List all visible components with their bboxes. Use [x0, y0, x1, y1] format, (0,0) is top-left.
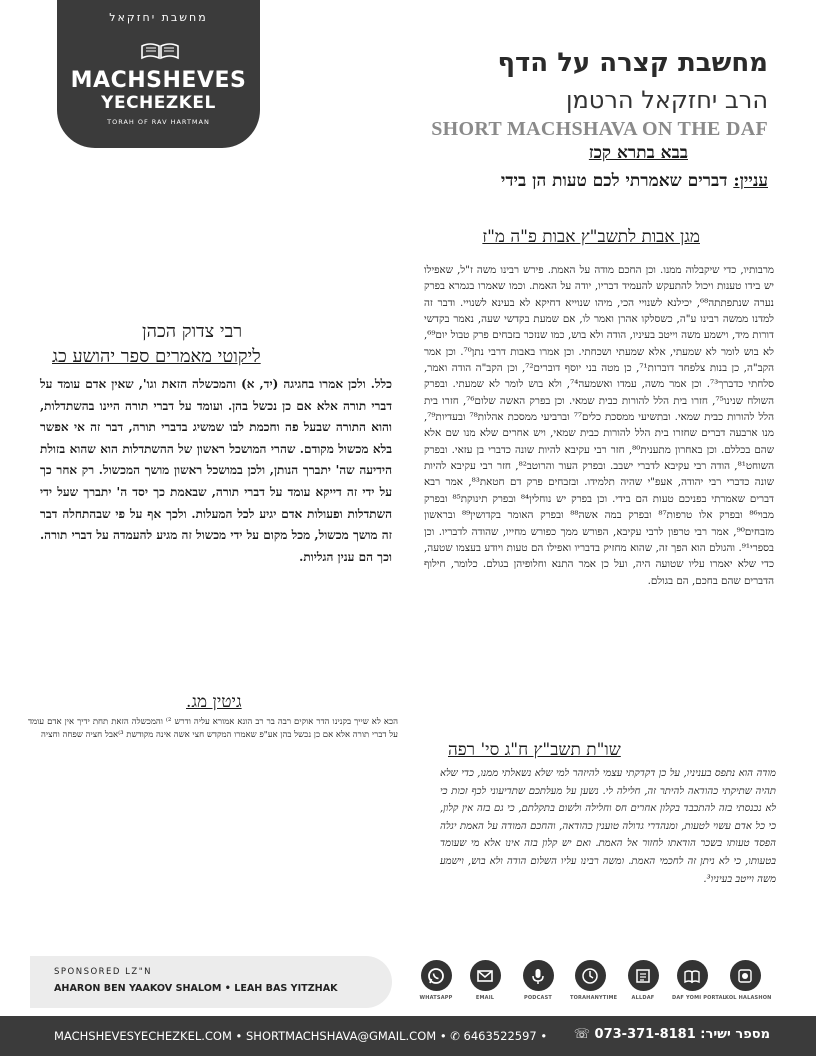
inyan-label: עניין:	[733, 171, 768, 191]
daf-yomi-portal-link[interactable]	[672, 960, 727, 1001]
shut-tashbetz-text: מודה הוא נתפס בעניניו, על כן דקדקתי עצמי להיזהר למי שלא נשאלתי ממנו, כדי שלא תהיה שתיקתי כהודאה להיתר זה, חלילה לי. נשען על מעלתכם שתדיעוני לכף זכות כי לא נכנסתי בזה להתכבד בקלון אחרים חס וחלילה ולשום בתקלתם, כי גם בזה אין קלון, כי כל אדם עשוי לטעות, ומנהדרי גדולה טוענין כהודאה, והחכם המודה על האמת יגלה הפסד טעותו בשכר הודאתו לחזור אל האמת. ואם יש קלון בזה אינו אלא מי שעומד בטעותו, כי לא ניתן זה לחכמי האמת. ומשה רבינו עליו השלום הודה ולא בוש, וישמע משה וייטב בעיניו³.	[440, 768, 776, 885]
kol-halashon-link[interactable]	[725, 960, 772, 1001]
daf-yomi-portal-label: DAF YOMI PORTAL	[672, 995, 727, 1001]
direct-phone: מספר ישיר: 073-371-8181 ☏	[573, 1027, 770, 1042]
logo-line1: MACHSHEVES	[70, 68, 247, 93]
page-title: מחשבת קצרה על הדף	[497, 48, 768, 78]
sponsor-label: SPONSORED LZ"N	[54, 967, 153, 977]
magen-avot-title: מגן אבות לתשב"ץ אבות פ"ה מ"ז	[482, 227, 700, 247]
podcast-icon	[528, 966, 548, 986]
whatsapp-label: WHATSAPP	[419, 995, 453, 1001]
torahanytime-link[interactable]	[570, 960, 618, 1001]
podcast-link[interactable]	[518, 960, 558, 1001]
contact-info: MACHSHEVESYECHEZKEL.COM • SHORTMACHSHAVA@GMAIL.COM • ✆ 6463522597 •	[54, 1029, 548, 1043]
logo	[57, 0, 260, 148]
whatsapp-icon	[426, 966, 446, 986]
email-icon	[475, 966, 495, 986]
footer-bar	[0, 1016, 816, 1056]
sponsor-box	[30, 956, 392, 1008]
kol-halashon-icon	[735, 966, 755, 986]
open-book-icon	[140, 40, 180, 60]
inyan-text: דברים שאמרתי לכם טעות הן בידי	[500, 171, 728, 191]
gittin-text: הכא לא שייך בקנינו הדר אוקים רבה בר רב הונא אמורא עליה ודרש ²⁾ והמכשלה הזאת תחת ידיך אין אדם עומד על דברי תורה אלא אם כן נכשל בהן אע"פ שאמרו המקדש חצי אשה אינה מקודשת ³⁾אבל חציה שפחה וחציה	[28, 717, 399, 740]
whatsapp-link[interactable]	[416, 960, 456, 1001]
logo-tagline: TORAH OF RAV HARTMAN	[107, 118, 210, 126]
logo-hebrew: מחשבת יחזקאל	[109, 11, 208, 24]
logo-line2: YECHEZKEL	[101, 93, 216, 113]
likutei-maamarim-title: ליקוטי מאמרים ספר יהושע כג	[52, 346, 261, 367]
email-label: EMAIL	[475, 995, 495, 1001]
gittin-title: גיטין מג.	[186, 692, 242, 712]
magen-avot-text: מרבותיו, כדי שיקבלוה ממנו. וכן החכם מודה על האמת. פירש רבינו משה ז"ל, שאפילו יש בידו טענות ויכול להתעקש להעמיד דבריו, יודה על האמת. וכמו שאמרו בגמרא בפרק נערה שנתפתתה⁶⁸, יכילנא לשנויי הכי, מיהו שנוייא דחיקא לא בעינא לשנויי. ודבר זה למדנו ממשה רבינו ע"ה, כשסלקו אהרן ואמר לו, אם שמעת בקדשי שעה, נאמר בקדשי דורות מיד, וישמע משה וייטב בעיניו, הודה ולא בוש, כמו שנזכר בזבחים פרק טבול יום⁶⁹, לא בוש לומר לא שמעתי, אלא שמעתי ושכחתי. וכן אמרו באבות דרבי נתן⁷⁰. וכן אמר הקב"ה, כן בנות צלפחד דוברות⁷¹, כן מטה בני יוסף דוברים⁷², וכן הקב"ה הודה ואמר, סלחתי כדברך⁷³. וכן אמר משה, עמדו ואשמעה⁷⁴, ולא בוש לומר לא שמעתי. ובפרק השולח שנינו⁷⁵, חזרו בית הלל להורות כבית שמאי. וכן בפרק האשה שלום⁷⁶, חזרו בית הלל להורות כבית שמאי. ובתשיעי ממסכת כלים⁷⁷ וברביעי ממסכת אהלות⁷⁸ ובעדיות⁷⁹, מנו ארבעה דברים שחזרו בית הלל להורות כבית שמאי, ויש אחרים שלא מנו שם אלא שהם בכללם. וכן באחרון מתענית⁸⁰, חזר רבי עקיבא להיות שונה כדברי בן עזאי. ובפרק השוחט⁸¹, הודה רבי עקיבא לדברי ישבב. ובפרק העור והרוטב⁸², חזר רבי עקיבא להיות שונה כדברי רבי יהודה, אעפ"י שהיה תלמידו. ובזבחים פרק דם חטאת⁸³, אמר רבא דברים שאמרתי בפניכם טעות הם בידי. וכן בפרק יש נוחלין⁸⁴ ובפרק תינוקת⁸⁵ ובפרק מבוי⁸⁶ ובפרק אלו טרפות⁸⁷ ובפרק במה אשה⁸⁸ ובפרק האומר בקדושין⁸⁹ ובראשון מזבחים⁹⁰, אמר רבי טרפון לרבי עקיבא, הפורש ממך כפורש מחייו, שהודה לדבריו. וכן בספרי⁹¹. והגולם הוא הפך זה, שהוא מחזיק בדבריו ואפילו הם טעות ויודע בעצמו שטעה, כדי שלא יאמרו עליו שטועה היה, ועל כן אמר התנא וחלופיהן בגולם. כלומר, חילוף הדברים שהם בחכם, הם בגולם.	[424, 264, 775, 587]
sponsor-names: AHARON BEN YAAKOV SHALOM • LEAH BAS YITZHAK	[54, 983, 338, 994]
author-name: הרב יחזקאל הרטמן	[565, 86, 768, 114]
rabbi-tzadok-title: רבי צדוק הכהן	[142, 321, 243, 342]
torahanytime-label: TORAHANYTIME	[570, 995, 618, 1001]
alldaf-link[interactable]	[623, 960, 663, 1001]
torahanytime-icon	[580, 966, 600, 986]
english-title: SHORT MACHSHAVA ON THE DAF	[431, 118, 768, 140]
alldaf-label: ALLDAF	[631, 995, 655, 1001]
shut-tashbetz-title: שו"ת תשב"ץ ח"ג סי' רפה	[448, 740, 621, 760]
alldaf-icon	[633, 966, 653, 986]
masechta-heading: בבא בתרא קכז	[588, 143, 688, 163]
inyan-heading	[501, 171, 768, 191]
platform-icons	[412, 960, 782, 1008]
rabbi-tzadok-text: כלל. ולכן אמרו בחגיגה (יד, א) והמכשלה הזאת וגו', שאין אדם עומד על דברי תורה אלא אם כן נכשל בהן. ועומד על דברי תורה היינו בהשתדלות, והוא התורה שבעל פה וחכמת לבו שמשיג בדברי תורה, דבר זה אי אפשר בלא מכשול מקודם. שהרי המושכל ראשון של ההשתדלות הוא שהוא בזולת הידיעה שה' יתברך הנותן, ולכן במושכל ראשון מושך המכשול. רק אחר כך על ידי זה דייקא עומד על דברי תורה, שבאמת כך יסד ה' יתברך שעל ידי השתדלות ופעולות אדם יגיע לכל המעלות. ולכך אף על פי שבהתחלה דבר זה מושך מכשול, מכל מקום על ידי מכשול זה מגיע להעמדה על דברי תורה. וכך הם ענין הגליות.	[40, 377, 392, 564]
daf-yomi-portal-icon	[682, 966, 702, 986]
kol-halashon-label: KOL HALASHON	[725, 995, 772, 1001]
podcast-label: PODCAST	[523, 995, 553, 1001]
email-link[interactable]	[465, 960, 505, 1001]
